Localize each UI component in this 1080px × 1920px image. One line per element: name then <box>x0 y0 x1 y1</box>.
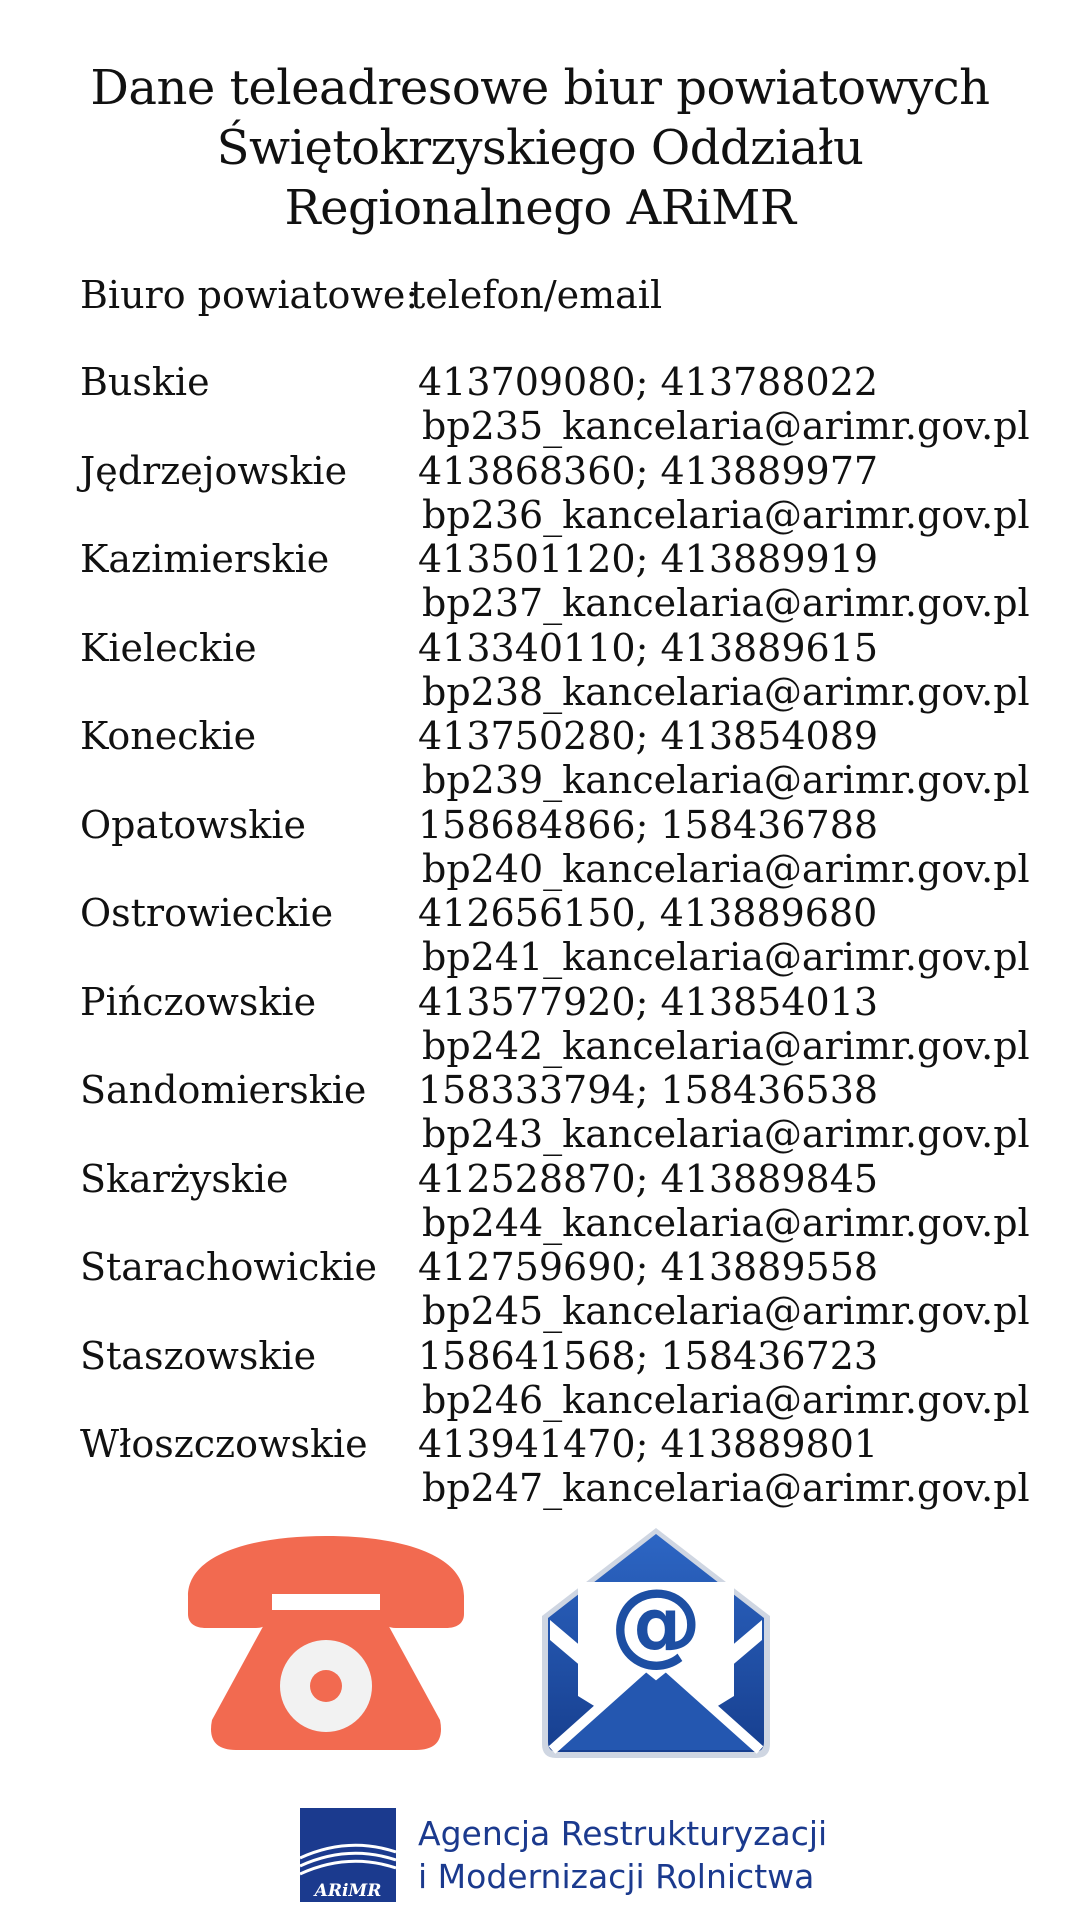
office-email: bp236_kancelaria@arimr.gov.pl <box>422 492 1030 537</box>
office-phone-numbers: 158333794; 158436538 <box>418 1068 879 1112</box>
title-line-2: Świętokrzyskiego Oddziału <box>216 120 864 176</box>
arimr-logo <box>300 1808 828 1904</box>
office-name: Kieleckie <box>80 625 257 670</box>
office-name: Jędrzejowskie <box>80 448 348 493</box>
office-row <box>80 803 1060 892</box>
office-email: bp241_kancelaria@arimr.gov.pl <box>422 935 1030 979</box>
office-row <box>80 537 1060 626</box>
office-phone-numbers: 412759690; 413889558 <box>418 1245 879 1289</box>
office-row <box>80 980 1060 1069</box>
logo-line-2: i Modernizacji Rolnictwa <box>418 1857 815 1896</box>
office-email: bp240_kancelaria@arimr.gov.pl <box>422 846 1030 891</box>
logo-agency-name <box>418 1812 827 1898</box>
office-email: bp242_kancelaria@arimr.gov.pl <box>422 1023 1030 1068</box>
office-row <box>80 1157 1060 1246</box>
office-name: Włoszczowskie <box>80 1422 368 1466</box>
office-name: Ostrowieckie <box>80 891 334 935</box>
column-headers <box>80 270 663 320</box>
page-title <box>0 58 1080 238</box>
office-name: Buskie <box>80 360 210 404</box>
office-email: bp243_kancelaria@arimr.gov.pl <box>422 1112 1030 1156</box>
contact-column-header: telefon/email <box>410 273 663 317</box>
office-phone-numbers: 412656150, 413889680 <box>418 891 878 935</box>
logo-mark-text: ARiMR <box>314 1881 382 1901</box>
office-name: Sandomierskie <box>80 1068 367 1112</box>
title-line-1: Dane teleadresowe biur powiatowych <box>90 60 990 116</box>
office-phone-numbers: 158641568; 158436723 <box>418 1333 879 1378</box>
title-line-3: Regionalnego ARiMR <box>284 180 796 236</box>
office-name: Skarżyskie <box>80 1156 289 1201</box>
arimr-logo-mark <box>300 1808 396 1902</box>
office-row <box>80 626 1060 715</box>
telephone-icon <box>178 1528 474 1758</box>
office-email: bp237_kancelaria@arimr.gov.pl <box>422 581 1030 625</box>
svg-text:@: @ <box>610 1569 702 1676</box>
office-row <box>80 1068 1060 1157</box>
office-row <box>80 714 1060 803</box>
office-list <box>80 360 1060 1511</box>
office-name: Opatowskie <box>80 802 306 847</box>
office-phone-numbers: 413709080; 413788022 <box>418 360 879 404</box>
office-email: bp239_kancelaria@arimr.gov.pl <box>422 758 1030 802</box>
office-email: bp238_kancelaria@arimr.gov.pl <box>422 669 1030 714</box>
office-phone-numbers: 413750280; 413854089 <box>418 714 879 758</box>
office-phone-numbers: 413501120; 413889919 <box>418 537 879 581</box>
office-phone-numbers: 412528870; 413889845 <box>418 1156 879 1201</box>
office-row <box>80 1334 1060 1423</box>
office-email: bp235_kancelaria@arimr.gov.pl <box>422 404 1030 448</box>
office-name: Staszowskie <box>80 1333 317 1378</box>
office-email: bp246_kancelaria@arimr.gov.pl <box>422 1377 1030 1422</box>
office-name: Koneckie <box>80 714 257 758</box>
office-email: bp244_kancelaria@arimr.gov.pl <box>422 1200 1030 1245</box>
office-row <box>80 360 1060 449</box>
envelope-at-icon <box>528 1518 784 1770</box>
office-row <box>80 891 1060 980</box>
office-row <box>80 1245 1060 1334</box>
office-phone-numbers: 413340110; 413889615 <box>418 625 879 670</box>
office-name: Pińczowskie <box>80 979 317 1024</box>
office-row <box>80 1422 1060 1511</box>
office-phone-numbers: 413577920; 413854013 <box>418 979 879 1024</box>
office-phone-numbers: 413868360; 413889977 <box>418 448 879 493</box>
office-row <box>80 449 1060 538</box>
office-name: Starachowickie <box>80 1245 378 1289</box>
office-email: bp245_kancelaria@arimr.gov.pl <box>422 1289 1030 1333</box>
office-column-header: Biuro powiatowe: <box>80 273 419 317</box>
logo-line-1: Agencja Restrukturyzacji <box>418 1814 828 1853</box>
office-name: Kazimierskie <box>80 537 330 581</box>
office-phone-numbers: 413941470; 413889801 <box>418 1422 879 1466</box>
office-phone-numbers: 158684866; 158436788 <box>418 802 879 847</box>
office-email: bp247_kancelaria@arimr.gov.pl <box>422 1466 1030 1510</box>
